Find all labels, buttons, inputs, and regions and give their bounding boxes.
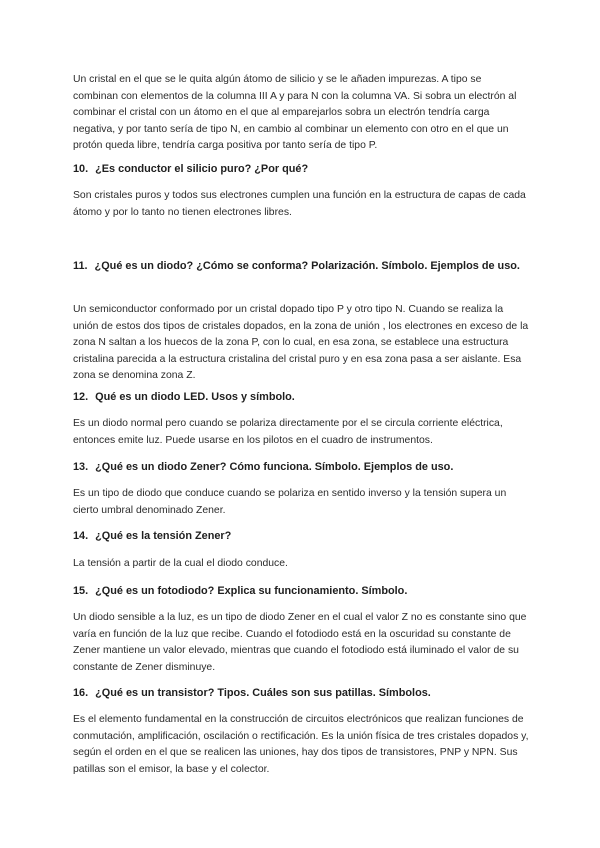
answer-13: Es un tipo de diodo que conduce cuando se polariza en sentido inverso y la tensión supera un cierto umbral denominado Zener. [73, 488, 507, 516]
question-16-heading [73, 685, 529, 702]
answer-12: Es un diodo normal pero cuando se polariza directamente por el se circula corriente eléctrica, entonces emite luz. Puede usarse en los pilotos en el cuadro de instrumentos. [73, 418, 503, 446]
answer-10: Son cristales puros y todos sus electrones cumplen una función en la estructura de capas de cada átomo y por lo tanto no tienen electrones libres. [73, 190, 526, 218]
question-text: ¿Qué es un diodo? ¿Cómo se conforma? Polarización. Símbolo. Ejemplos de uso. [94, 260, 520, 272]
question-text: ¿Es conductor el silicio puro? ¿Por qué? [95, 163, 309, 175]
question-14-heading [73, 528, 529, 545]
question-text: ¿Qué es un fotodiodo? Explica su funcionamiento. Símbolo. [95, 585, 408, 597]
answer-11: Un semiconductor conformado por un cristal dopado tipo P y otro tipo N. Cuando se realiza la unión de estos dos tipos de cristales dopados, en la zona de unión , los electrones en exceso de la zona N saltan a los huecos de la zona P, con lo cual, en esa zona, se establece una estructura cristalina parecida a la estructura cristalina del cristal puro y en esa zona pasa a ser aislante. Esa zona se denomina zona Z. [73, 304, 529, 381]
question-15-heading [73, 583, 529, 600]
question-13-heading [73, 459, 529, 476]
question-12-heading [73, 389, 529, 406]
question-number: 12. [73, 391, 89, 403]
question-11-heading [73, 258, 529, 275]
answer-16: Es el elemento fundamental en la construcción de circuitos electrónicos que realizan funciones de conmutación, amplificación, oscilación o rectificación. Es la unión física de tres cristales dopados y, según el orden en el que se realicen las uniones, hay dos tipos de transistores, PNP y NPN. Sus patillas son el emisor, la base y el colector. [73, 714, 529, 775]
question-text: ¿Qué es un diodo Zener? Cómo funciona. Símbolo. Ejemplos de uso. [95, 461, 454, 473]
question-number: 10. [73, 163, 89, 175]
question-text: ¿Qué es un transistor? Tipos. Cuáles son sus patillas. Símbolos. [95, 687, 431, 699]
question-number: 15. [73, 585, 89, 597]
answer-14: La tensión a partir de la cual el diodo conduce. [73, 558, 288, 569]
question-text: Qué es un diodo LED. Usos y símbolo. [95, 391, 295, 403]
question-number: 14. [73, 530, 89, 542]
intro-paragraph: Un cristal en el que se le quita algún átomo de silicio y se le añaden impurezas. A tipo se combinan con elementos de la columna III A y para N con la columna VA. Si sobra un electrón al combinar el cristal con un átomo en el que al emparejarlos sobra un electrón tendría carga negativa, y por tanto sería de tipo N, en cambio al combinar un elemento con otro en el que un protón queda libre, tendría carga positiva por tanto sería de tipo P. [73, 74, 517, 151]
question-number: 13. [73, 461, 89, 473]
question-number: 11. [73, 260, 88, 272]
question-text: ¿Qué es la tensión Zener? [95, 530, 232, 542]
answer-15: Un diodo sensible a la luz, es un tipo de diodo Zener en el cual el valor Z no es constante sino que varía en función de la luz que recibe. Cuando el fotodiodo está en la oscuridad su constante de Zener mantiene un valor elevado, mientras que cuando el fotodiodo está iluminado el valor de su constante de Zener disminuye. [73, 612, 527, 673]
question-number: 16. [73, 687, 89, 699]
question-10-heading [73, 161, 529, 178]
